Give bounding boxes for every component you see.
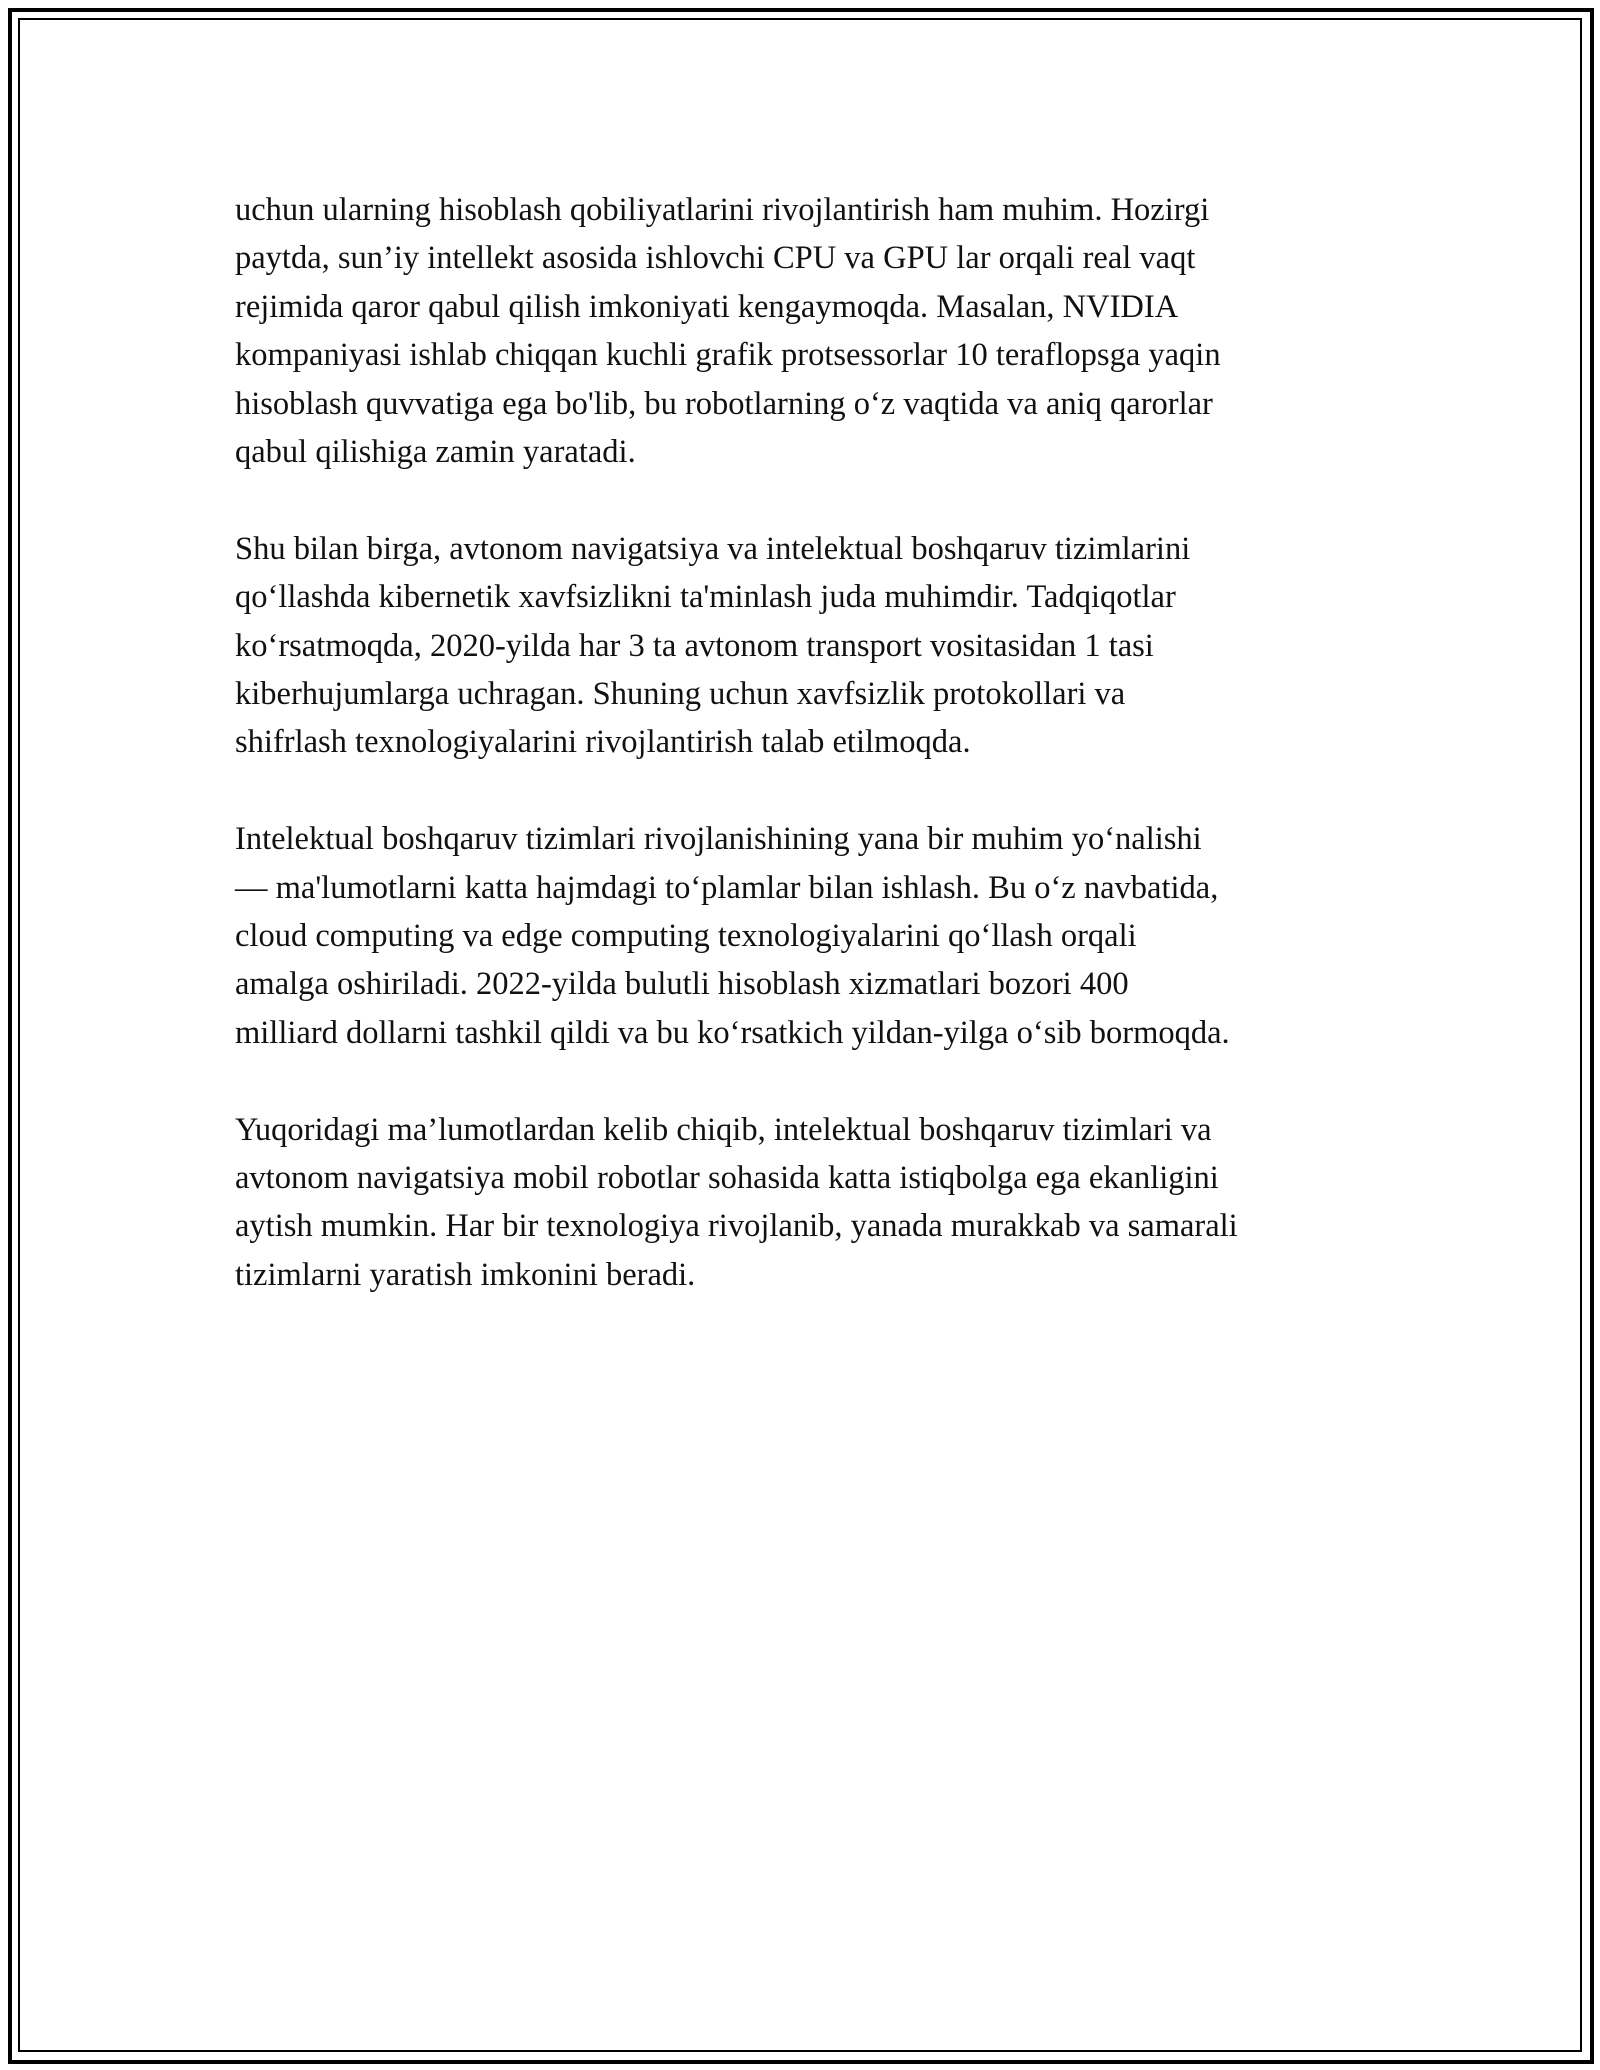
text-line: cloud computing va edge computing texnologiyalarini qo‘llash orqali — [235, 918, 1137, 955]
text-line: kiberhujumlarga uchragan. Shuning uchun xavfsizlik protokollari va — [235, 676, 1126, 713]
text-line: uchun ularning hisoblash qobiliyatlarini rivojlantirish ham muhim. Hozirgi — [235, 192, 1210, 228]
text-line: shifrlash texnologiyalarini rivojlantirish talab etilmoqda. — [235, 724, 971, 761]
text-line: Yuqoridagi ma’lumotlardan kelib chiqib, intelektual boshqaruv tizimlari va — [235, 1111, 1212, 1148]
text-line: hisoblash quvvatiga ega bo'lib, bu robotlarning o‘z vaqtida va aniq qarorlar — [235, 385, 1213, 422]
text-line: avtonom navigatsiya mobil robotlar sohasida katta istiqbolga ega ekanligini — [235, 1160, 1219, 1197]
text-line: milliard dollarni tashkil qildi va bu ko‘rsatkich yildan-yilga o‘sib bormoqda. — [235, 1014, 1230, 1051]
text-line: Shu bilan birga, avtonom navigatsiya va intelektual boshqaruv tizimlarini — [235, 530, 1191, 567]
text-line: rejimida qaror qabul qilish imkoniyati kengaymoqda. Masalan, NVIDIA — [235, 288, 1179, 325]
paragraph-2 — [235, 525, 1385, 767]
text-line: — ma'lumotlarni katta hajmdagi to‘plamlar bilan ishlash. Bu o‘z navbatida, — [235, 869, 1219, 906]
text-line: tizimlarni yaratish imkonini beradi. — [235, 1256, 696, 1293]
paragraph-1 — [235, 186, 1385, 476]
text-line: qo‘llashda kibernetik xavfsizlikni ta'minlash juda muhimdir. Tadqiqotlar — [235, 579, 1176, 616]
text-line: paytda, sun’iy intellekt asosida ishlovchi CPU va GPU lar orqali real vaqt — [235, 240, 1196, 277]
text-line: kompaniyasi ishlab chiqqan kuchli grafik protsessorlar 10 teraflopsga yaqin — [235, 337, 1221, 374]
paragraph-3 — [235, 815, 1385, 1057]
text-line: amalga oshiriladi. 2022-yilda bulutli hisoblash xizmatlari bozori 400 — [235, 966, 1129, 1003]
document-body — [235, 186, 1385, 1348]
text-line: qabul qilishiga zamin yaratadi. — [235, 434, 636, 471]
text-line: Intelektual boshqaruv tizimlari rivojlanishining yana bir muhim yo‘nalishi — [235, 821, 1202, 858]
paragraph-4 — [235, 1106, 1385, 1300]
text-line: aytish mumkin. Har bir texnologiya rivojlanib, yanada murakkab va samarali — [235, 1208, 1238, 1245]
text-line: ko‘rsatmoqda, 2020-yilda har 3 ta avtonom transport vositasidan 1 tasi — [235, 627, 1154, 664]
